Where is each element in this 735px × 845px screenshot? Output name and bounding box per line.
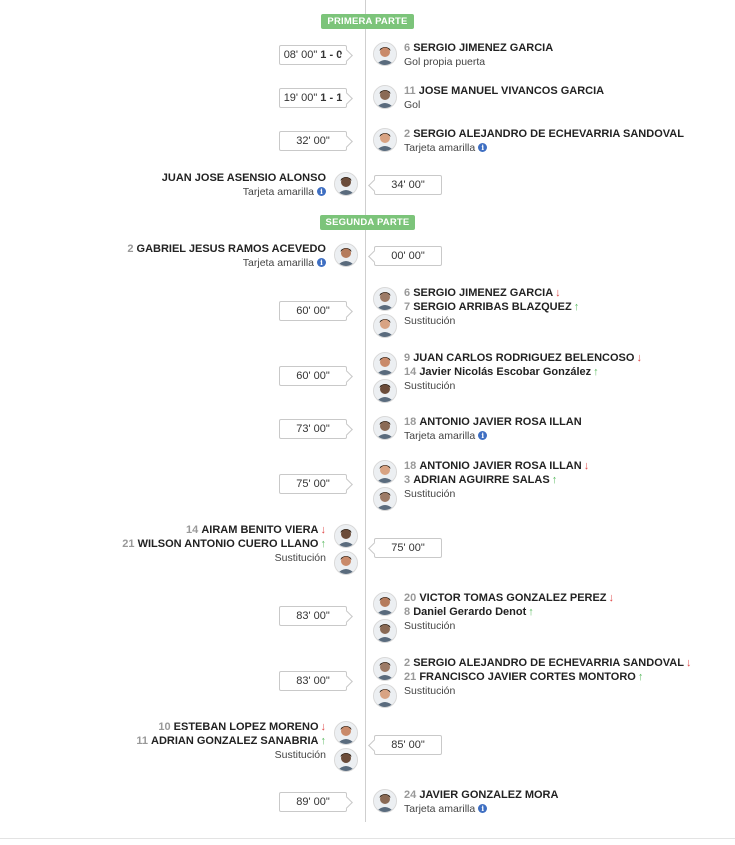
event-type-label: Sustitución — [274, 552, 326, 564]
player-avatar[interactable] — [373, 287, 397, 311]
player-name[interactable]: SERGIO JIMENEZ GARCIA — [413, 42, 554, 54]
time-label: 60' 00" — [296, 370, 330, 382]
time-label: 73' 00" — [296, 423, 330, 435]
player-avatar[interactable] — [373, 592, 397, 616]
time-label: 00' 00" — [391, 250, 425, 262]
player-number: 2 — [404, 128, 411, 140]
player-avatar[interactable] — [334, 172, 358, 196]
event-details — [404, 84, 604, 112]
event-details — [404, 591, 614, 633]
player-name[interactable]: ESTEBAN LOPEZ MORENO — [173, 721, 319, 733]
event-details — [404, 656, 691, 698]
player-avatar[interactable] — [373, 352, 397, 376]
player-avatar[interactable] — [373, 657, 397, 681]
event-type — [136, 748, 326, 762]
player-name[interactable]: WILSON ANTONIO CUERO LLANO — [137, 538, 319, 550]
player-number: 10 — [158, 721, 171, 733]
player-number: 14 — [186, 524, 199, 536]
time-label: 60' 00" — [296, 305, 330, 317]
time-label: 34' 00" — [391, 179, 425, 191]
player-name[interactable]: Javier Nicolás Escobar González — [419, 366, 592, 378]
player-number: 11 — [136, 735, 148, 747]
timeline-axis — [365, 0, 366, 822]
event-details — [404, 127, 684, 155]
player-number: 6 — [404, 42, 411, 54]
event-type — [404, 379, 642, 393]
player-line — [404, 84, 604, 98]
event-type-label: Gol propia puerta — [404, 56, 486, 68]
player-name[interactable]: JOSE MANUEL VIVANCOS GARCIA — [418, 85, 605, 97]
event-type — [404, 619, 614, 633]
player-name[interactable]: SERGIO JIMENEZ GARCIA — [413, 287, 554, 299]
section-second-half — [0, 212, 735, 230]
player-number: 11 — [404, 85, 416, 97]
event-time — [279, 301, 347, 321]
event-time — [279, 366, 347, 386]
player-name[interactable]: FRANCISCO JAVIER CORTES MONTORO — [419, 671, 636, 683]
player-avatar[interactable] — [334, 748, 358, 772]
player-number: 9 — [404, 352, 411, 364]
player-name[interactable]: GABRIEL JESUS RAMOS ACEVEDO — [136, 243, 326, 255]
player-line — [404, 670, 691, 684]
player-line — [404, 41, 553, 55]
player-line — [404, 127, 684, 141]
player-number: 20 — [404, 592, 417, 604]
event-type-label: Sustitución — [404, 620, 456, 632]
event-type — [122, 551, 326, 565]
event-type-label: Tarjeta amarilla — [404, 430, 476, 442]
event-time — [279, 671, 347, 691]
player-line — [404, 605, 614, 619]
player-avatar[interactable] — [373, 85, 397, 109]
player-number: 3 — [404, 474, 411, 486]
event-type — [404, 802, 558, 816]
player-name[interactable]: JUAN JOSE ASENSIO ALONSO — [161, 172, 326, 184]
player-number: 8 — [404, 606, 411, 618]
event-type — [162, 185, 326, 199]
player-name[interactable]: SERGIO ARRIBAS BLAZQUEZ — [413, 301, 572, 313]
player-line — [122, 537, 326, 551]
player-avatar[interactable] — [334, 721, 358, 745]
player-line — [404, 459, 589, 473]
event-details — [127, 242, 326, 270]
player-line — [404, 591, 614, 605]
time-label: 08' 00" — [283, 49, 318, 61]
player-line — [404, 415, 582, 429]
time-label: 32' 00" — [296, 135, 330, 147]
player-line — [122, 523, 326, 537]
sub-out-icon: ↓ — [555, 287, 561, 299]
time-label: 85' 00" — [391, 739, 425, 751]
time-label: 75' 00" — [296, 478, 330, 490]
event-type-label: Sustitución — [404, 488, 456, 500]
player-name[interactable]: AIRAM BENITO VIERA — [201, 524, 319, 536]
event-type-label: Tarjeta amarilla — [242, 257, 314, 269]
player-line — [404, 788, 558, 802]
player-number: 6 — [404, 287, 411, 299]
event-time — [374, 735, 442, 755]
event-details — [404, 415, 582, 443]
player-number: 21 — [404, 671, 417, 683]
player-avatar[interactable] — [373, 416, 397, 440]
player-name[interactable]: ADRIAN GONZALEZ SANABRIA — [151, 735, 319, 747]
event-type-label: Sustitución — [404, 315, 456, 327]
player-avatar[interactable] — [334, 243, 358, 267]
player-name[interactable]: ANTONIO JAVIER ROSA ILLAN — [419, 416, 582, 428]
player-line — [162, 171, 326, 185]
sub-in-icon: ↑ — [593, 366, 599, 378]
player-avatar[interactable] — [373, 487, 397, 511]
player-name[interactable]: JUAN CARLOS RODRIGUEZ BELENCOSO — [413, 352, 635, 364]
sub-out-icon: ↓ — [583, 460, 590, 472]
player-line — [404, 286, 579, 300]
player-avatar[interactable] — [373, 619, 397, 643]
event-time — [279, 88, 347, 108]
time-label: 83' 00" — [296, 675, 330, 687]
event-time — [374, 175, 442, 195]
event-time — [374, 538, 442, 558]
event-type-label: Sustitución — [404, 685, 456, 697]
event-type — [404, 429, 582, 443]
player-avatar[interactable] — [334, 551, 358, 575]
event-details — [404, 41, 553, 69]
sub-out-icon: ↓ — [685, 657, 692, 669]
sub-out-icon: ↓ — [608, 592, 615, 604]
event-type-label: Sustitución — [274, 749, 326, 761]
player-line — [136, 720, 326, 734]
time-label: 89' 00" — [296, 796, 330, 808]
sub-in-icon: ↑ — [637, 671, 644, 683]
player-line — [404, 351, 642, 365]
event-type-label: Tarjeta amarilla — [242, 186, 314, 198]
player-line — [136, 734, 326, 748]
section-first-half — [0, 11, 735, 29]
player-name[interactable]: SERGIO ALEJANDRO DE ECHEVARRIA SANDOVAL — [413, 657, 684, 669]
section-label: PRIMERA PARTE — [321, 14, 413, 29]
info-icon[interactable]: i — [478, 804, 487, 813]
event-type — [404, 98, 604, 112]
event-details — [404, 459, 589, 501]
event-details — [404, 788, 558, 816]
sub-out-icon: ↓ — [320, 524, 326, 536]
player-avatar[interactable] — [373, 379, 397, 403]
event-type-label: Sustitución — [404, 380, 456, 392]
event-details — [122, 523, 326, 565]
player-line — [404, 473, 589, 487]
player-name[interactable]: VICTOR TOMAS GONZALEZ PEREZ — [419, 592, 607, 604]
player-number: 14 — [404, 366, 417, 378]
event-type — [404, 487, 589, 501]
player-avatar[interactable] — [373, 128, 397, 152]
player-line — [127, 242, 326, 256]
player-name[interactable]: Daniel Gerardo Denot — [413, 606, 527, 618]
player-line — [404, 365, 642, 379]
player-avatar[interactable] — [373, 42, 397, 66]
player-name[interactable]: SERGIO ALEJANDRO DE ECHEVARRIA SANDOVAL — [413, 128, 684, 140]
event-type-label: Tarjeta amarilla — [404, 803, 476, 815]
sub-out-icon: ↓ — [320, 721, 326, 733]
player-avatar[interactable] — [373, 684, 397, 708]
divider — [0, 838, 735, 839]
info-icon[interactable]: i — [317, 258, 326, 267]
event-time — [279, 131, 347, 151]
sub-out-icon: ↓ — [636, 352, 642, 364]
player-line — [404, 300, 579, 314]
player-number: 7 — [404, 301, 411, 313]
time-label: 75' 00" — [391, 542, 425, 554]
player-avatar[interactable] — [373, 314, 397, 338]
player-number: 18 — [404, 416, 417, 428]
sub-in-icon: ↑ — [320, 735, 326, 747]
player-name[interactable]: ANTONIO JAVIER ROSA ILLAN — [419, 460, 582, 472]
event-time — [279, 606, 347, 626]
event-time — [374, 246, 442, 266]
time-label: 19' 00" — [283, 92, 318, 104]
player-number: 18 — [404, 460, 417, 472]
sub-in-icon: ↑ — [528, 606, 534, 618]
player-number: 2 — [127, 243, 134, 255]
event-type — [404, 141, 684, 155]
player-avatar[interactable] — [373, 789, 397, 813]
section-label: SEGUNDA PARTE — [320, 215, 416, 230]
score-label: 1 - 0 — [320, 49, 343, 61]
event-type-label: Tarjeta amarilla — [404, 142, 476, 154]
player-line — [404, 656, 691, 670]
event-time — [279, 45, 347, 65]
sub-in-icon: ↑ — [551, 474, 558, 486]
player-avatar[interactable] — [373, 460, 397, 484]
event-type — [404, 684, 691, 698]
event-time — [279, 474, 347, 494]
player-name[interactable]: ADRIAN AGUIRRE SALAS — [413, 474, 550, 486]
info-icon[interactable]: i — [478, 143, 487, 152]
event-type — [127, 256, 326, 270]
event-details — [404, 286, 579, 328]
sub-in-icon: ↑ — [573, 301, 580, 313]
player-number: 24 — [404, 789, 417, 801]
event-type-label: Gol — [404, 99, 421, 111]
player-avatar[interactable] — [334, 524, 358, 548]
event-type — [404, 55, 553, 69]
player-number: 21 — [122, 538, 135, 550]
event-time — [279, 792, 347, 812]
event-details — [404, 351, 642, 393]
info-icon[interactable]: i — [478, 431, 487, 440]
sub-in-icon: ↑ — [320, 538, 326, 550]
score-label: 1 - 1 — [320, 92, 343, 104]
player-name[interactable]: JAVIER GONZALEZ MORA — [419, 789, 559, 801]
info-icon[interactable]: i — [317, 187, 326, 196]
time-label: 83' 00" — [296, 610, 330, 622]
event-details — [162, 171, 326, 199]
event-type — [404, 314, 579, 328]
event-details — [136, 720, 326, 762]
event-time — [279, 419, 347, 439]
player-number: 2 — [404, 657, 411, 669]
